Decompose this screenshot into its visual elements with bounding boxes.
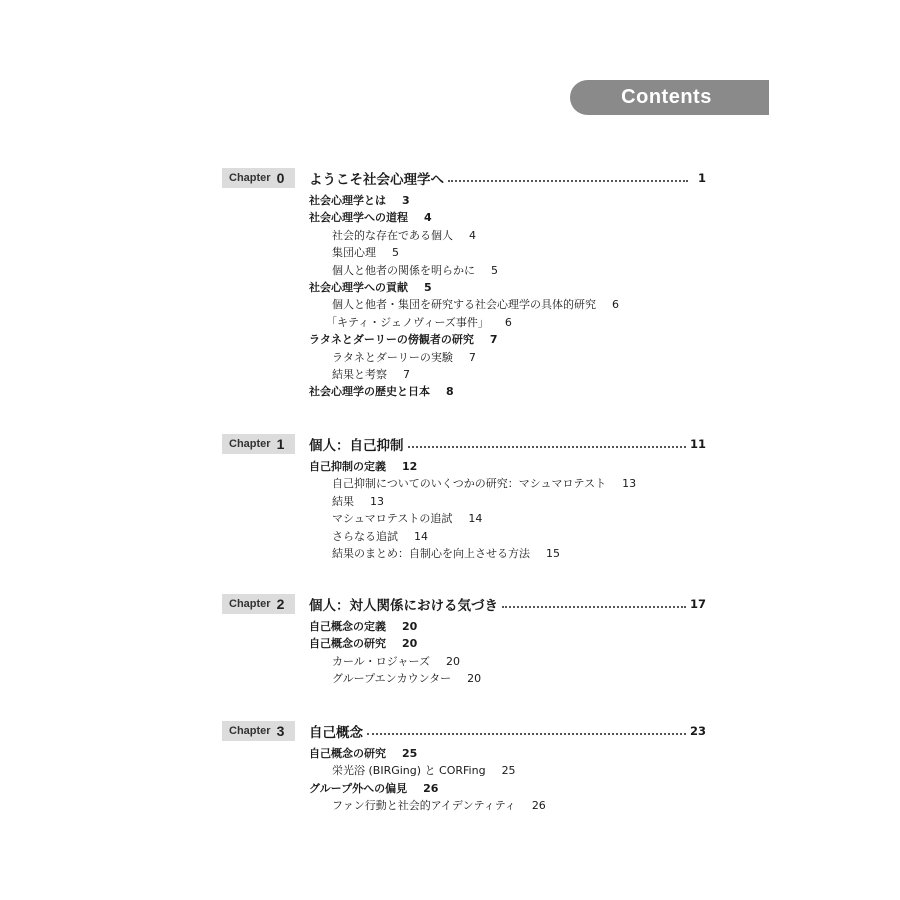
toc-subentry[interactable] (222, 475, 706, 492)
chapter-label: Chapter (229, 438, 271, 450)
entry-title: グループエンカウンター (332, 672, 452, 686)
contents-title: Contents (621, 86, 712, 108)
chapter-entries (222, 458, 706, 562)
entry-title: 自己抑制の定義 (309, 460, 386, 473)
entry-title: 自己概念の研究 (309, 747, 386, 760)
entry-page-number: 6 (612, 298, 619, 312)
entry-page-number: 5 (491, 263, 498, 277)
toc-subentry[interactable] (222, 670, 706, 687)
toc-subentry[interactable] (222, 349, 706, 366)
toc-entry[interactable] (222, 279, 706, 296)
entry-title: 社会心理学への道程 (309, 211, 408, 225)
toc-subentry[interactable] (222, 366, 706, 383)
chapter-title: ようこそ社会心理学へ (309, 172, 444, 188)
toc-subentry[interactable] (222, 653, 706, 670)
toc-subentry[interactable] (222, 314, 706, 331)
toc-subentry[interactable] (222, 762, 706, 779)
entry-title: 集団心理 (332, 246, 376, 260)
dot-leader (367, 732, 686, 735)
chapter-number: 0 (276, 170, 285, 186)
entry-title: カール・ロジャーズ (332, 654, 431, 668)
toc-entry[interactable] (222, 780, 706, 797)
entry-title: 個人と他者・集団を研究する社会心理学の具体的研究 (332, 298, 596, 312)
chapter-badge (222, 721, 295, 741)
toc-subentry[interactable] (222, 244, 706, 261)
chapter-entries (222, 745, 706, 815)
toc-subentry[interactable] (222, 528, 706, 545)
chapter-title: 自己概念 (309, 725, 363, 741)
entry-title: 社会心理学とは (309, 194, 386, 207)
entry-page-number: 8 (446, 385, 454, 399)
entry-page-number: 25 (402, 747, 418, 760)
chapter-page-number: 11 (689, 437, 706, 451)
entry-title: グループ外への偏見 (309, 781, 408, 795)
toc-entry[interactable] (222, 209, 706, 226)
toc-entry[interactable] (222, 635, 706, 652)
entry-page-number: 13 (370, 494, 384, 508)
toc-entry[interactable] (222, 745, 706, 762)
entry-page-number: 25 (501, 764, 516, 778)
entry-page-number: 20 (402, 620, 418, 633)
chapter-entries (222, 618, 706, 688)
chapter-heading[interactable] (222, 168, 706, 188)
toc-subentry[interactable] (222, 227, 706, 244)
entry-title: 結果のまとめ：自制心を向上させる方法 (332, 546, 530, 560)
entry-page-number: 7 (489, 333, 498, 347)
chapter-3 (222, 721, 706, 815)
contents-header-tab (570, 80, 769, 115)
entry-title: 栄光浴 (BIRGing) と CORFing (332, 764, 486, 778)
chapter-entries (222, 192, 706, 401)
entry-title: 社会心理学の歴史と日本 (309, 385, 430, 399)
entry-page-number: 14 (414, 529, 428, 543)
chapter-1 (222, 434, 706, 562)
chapter-0 (222, 168, 706, 401)
entry-title: 結果と考察 (332, 367, 387, 381)
chapter-label: Chapter (229, 598, 271, 610)
entry-title: さらなる追試 (332, 529, 398, 543)
dot-leader (448, 179, 688, 182)
chapter-badge (222, 594, 295, 614)
entry-page-number: 20 (446, 654, 461, 668)
chapter-page-number: 17 (689, 597, 706, 611)
entry-page-number: 15 (546, 546, 560, 560)
entry-page-number: 26 (531, 799, 546, 813)
toc-subentry[interactable] (222, 493, 706, 510)
chapter-label: Chapter (229, 725, 271, 737)
entry-page-number: 13 (622, 477, 637, 491)
entry-page-number: 7 (468, 350, 476, 364)
entry-title: 自己概念の研究 (309, 637, 386, 651)
chapter-number: 3 (276, 723, 285, 739)
entry-title: 社会的な存在である個人 (332, 228, 453, 242)
chapter-badge (222, 434, 295, 454)
entry-page-number: 5 (392, 246, 399, 260)
toc-subentry[interactable] (222, 545, 706, 562)
entry-title: 個人と他者の関係を明らかに (332, 263, 475, 277)
toc-entry[interactable] (222, 192, 706, 209)
toc-entry[interactable] (222, 331, 706, 348)
toc-subentry[interactable] (222, 797, 706, 814)
entry-page-number: 12 (402, 460, 418, 473)
dot-leader (408, 445, 686, 448)
chapter-number: 2 (276, 596, 285, 612)
chapter-page-number: 23 (689, 724, 706, 738)
entry-page-number: 5 (424, 280, 432, 294)
entry-title: 自己抑制についてのいくつかの研究：マシュマロテスト (332, 477, 607, 491)
entry-page-number: 4 (424, 211, 432, 225)
toc-subentry[interactable] (222, 510, 706, 527)
chapter-badge (222, 168, 295, 188)
entry-page-number: 7 (403, 367, 410, 381)
entry-page-number: 20 (467, 672, 482, 686)
chapter-2 (222, 594, 706, 688)
entry-title: ラタネとダーリーの傍観者の研究 (309, 333, 474, 347)
entry-title: 結果 (332, 494, 354, 508)
entry-title: 社会心理学への貢献 (309, 280, 408, 294)
entry-page-number: 6 (504, 315, 512, 329)
entry-title: 自己概念の定義 (309, 620, 386, 633)
entry-title: ラタネとダーリーの実験 (332, 350, 453, 364)
entry-page-number: 20 (402, 637, 418, 651)
entry-page-number: 26 (423, 781, 439, 795)
chapter-label: Chapter (229, 172, 271, 184)
chapter-page-number: 1 (697, 171, 706, 185)
entry-title: 「キティ・ジェノヴィーズ事件」 (326, 315, 489, 329)
chapter-title: 個人：自己抑制 (309, 438, 404, 454)
chapter-heading[interactable] (222, 434, 706, 454)
entry-page-number: 14 (468, 512, 483, 526)
entry-page-number: 4 (469, 228, 476, 242)
chapter-title: 個人：対人関係における気づき (309, 598, 498, 614)
entry-title: ファン行動と社会的アイデンティティ (332, 799, 516, 813)
toc-entry[interactable] (222, 458, 706, 475)
chapter-heading[interactable] (222, 721, 706, 741)
entry-page-number: 3 (402, 194, 410, 207)
toc-entry[interactable] (222, 618, 706, 635)
chapter-heading[interactable] (222, 594, 706, 614)
toc-entry[interactable] (222, 383, 706, 400)
entry-title: マシュマロテストの追試 (332, 512, 453, 526)
dot-leader (502, 605, 686, 608)
chapter-number: 1 (276, 436, 285, 452)
toc-subentry[interactable] (222, 296, 706, 313)
toc-subentry[interactable] (222, 262, 706, 279)
